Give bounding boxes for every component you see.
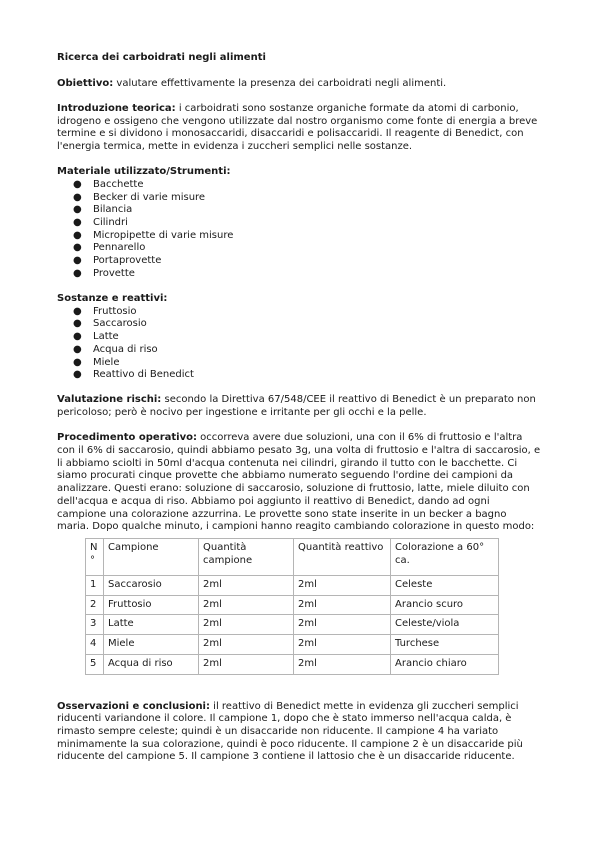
conclusions-label: Osservazioni e conclusioni:	[57, 700, 210, 712]
intro-label: Introduzione teorica:	[57, 102, 176, 114]
table-cell: 2ml	[199, 635, 294, 655]
table-cell: Acqua di riso	[104, 654, 199, 674]
bullet-icon: ●	[73, 331, 82, 343]
table-cell: 2ml	[199, 595, 294, 615]
table-header-cell: Colorazione a 60° ca.	[391, 539, 499, 576]
table-cell: 2ml	[199, 654, 294, 674]
table-row	[86, 635, 499, 655]
table-cell: 4	[86, 635, 104, 655]
intro-paragraph	[57, 103, 541, 154]
table-cell: 2	[86, 595, 104, 615]
table-header-cell: Campione	[104, 539, 199, 576]
bullet-icon: ●	[73, 255, 82, 267]
table-header-cell: N °	[86, 539, 104, 576]
table-cell: Celeste	[391, 576, 499, 596]
table-cell: Miele	[104, 635, 199, 655]
bullet-icon: ●	[73, 229, 82, 241]
document-title: Ricerca dei carboidrati negli alimenti	[57, 52, 266, 63]
objective-paragraph	[57, 78, 541, 91]
bullet-icon: ●	[73, 178, 82, 190]
list-item: ● Latte	[73, 331, 119, 343]
table-cell: 2ml	[199, 615, 294, 635]
table-cell: 2ml	[294, 635, 391, 655]
table-cell: 2ml	[199, 576, 294, 596]
bullet-icon: ●	[73, 356, 82, 368]
table-cell: 2ml	[294, 595, 391, 615]
list-item: ● Provette	[73, 267, 135, 279]
results-table	[85, 538, 499, 675]
bullet-icon: ●	[73, 369, 82, 381]
list-item: ● Fruttosio	[73, 305, 137, 317]
table-cell: 3	[86, 615, 104, 635]
table-cell: Celeste/viola	[391, 615, 499, 635]
table-header-cell: Quantità reattivo	[294, 539, 391, 576]
list-item: ● Pennarello	[73, 242, 146, 254]
bullet-icon: ●	[73, 217, 82, 229]
table-row	[86, 654, 499, 674]
substances-heading: Sostanze e reattivi:	[57, 293, 168, 305]
table-cell: Saccarosio	[104, 576, 199, 596]
list-item: ● Cilindri	[73, 217, 128, 229]
list-item: ● Portaprovette	[73, 255, 162, 267]
table-cell: Arancio scuro	[391, 595, 499, 615]
table-cell: 2ml	[294, 576, 391, 596]
list-item: ● Bacchette	[73, 178, 144, 190]
table-header-row	[86, 539, 499, 576]
table-cell: 1	[86, 576, 104, 596]
list-item: ● Acqua di riso	[73, 343, 158, 355]
table-cell: 5	[86, 654, 104, 674]
intro-text: i carboidrati sono sostanze organiche formate da atomi di carbonio, idrogeno e ossigeno che vengono utilizzate dal nostro organismo come fonte di energia a breve termine e si dividono i monosaccaridi, disaccaridi e polisaccaridi. Il reagente di Benedict, con l'energia termica, mette in evidenza i zuccheri semplici nelle sostanze.	[57, 102, 538, 153]
procedure-paragraph	[57, 432, 541, 534]
list-item: ● Micropipette di varie misure	[73, 229, 234, 241]
document-page	[57, 52, 541, 777]
risk-label: Valutazione rischi:	[57, 394, 162, 406]
bullet-icon: ●	[73, 318, 82, 330]
table-row	[86, 576, 499, 596]
table-cell: Latte	[104, 615, 199, 635]
conclusions-text: il reattivo di Benedict mette in evidenza gli zuccheri semplici riducenti variandone il colore. Il campione 1, dopo che è stato immerso nell'acqua calda, è rimasto sempre celeste; quindi è un disaccaride non riducente. Il campione 4 ha variato minimamente la sua colorazione, quindi è poco riducente. Il campione 2 è un disaccaride più riducente del campione 5. Il campione 3 contiene il lattosio che è un disaccaride riducente.	[57, 700, 523, 763]
bullet-icon: ●	[73, 305, 82, 317]
table-cell: Fruttosio	[104, 595, 199, 615]
bullet-icon: ●	[73, 242, 82, 254]
bullet-icon: ●	[73, 267, 82, 279]
procedure-text: occorreva avere due soluzioni, una con il 6% di fruttosio e l'altra con il 6% di saccarosio, quindi abbiamo pesato 3g, una volta di fruttosio e l'altra di saccarosio, e li abbiamo sciolti in 50ml d'acqua contenuta nei cilindri, girando il tutto con le bacchette. Ci siamo procurati cinque provette che abbiamo numerato seguendo l'ordine dei campioni da analizzare. Questi erano: soluzione di saccarosio, soluzione di fruttosio, latte, miele diluito con dell'acqua e acqua di riso. Abbiamo poi aggiunto il reattivo di Benedict, dando ad ogni campione una colorazione azzurrina. Le provette sono state inserite in un becker a bagno maria. Dopo qualche minuto, i campioni hanno reagito cambiando colorazione in questo modo:	[57, 432, 541, 533]
list-item: ● Bilancia	[73, 204, 133, 216]
table-row	[86, 615, 499, 635]
bullet-icon: ●	[73, 191, 82, 203]
list-item: ● Reattivo di Benedict	[73, 369, 194, 381]
list-item: ● Miele	[73, 356, 120, 368]
table-cell: Arancio chiaro	[391, 654, 499, 674]
substances-list	[57, 306, 541, 382]
table-cell: 2ml	[294, 615, 391, 635]
objective-label: Obiettivo:	[57, 77, 114, 89]
list-item: ● Saccarosio	[73, 318, 147, 330]
table-cell: Turchese	[391, 635, 499, 655]
bullet-icon: ●	[73, 343, 82, 355]
table-cell: 2ml	[294, 654, 391, 674]
procedure-label: Procedimento operativo:	[57, 432, 197, 444]
conclusions-paragraph	[57, 701, 541, 765]
objective-text: valutare effettivamente la presenza dei carboidrati negli alimenti.	[113, 77, 447, 89]
materials-heading: Materiale utilizzato/Strumenti:	[57, 166, 231, 178]
risk-text: secondo la Direttiva 67/548/CEE il reattivo di Benedict è un preparato non pericoloso; però è nocivo per ingestione e irritante per gli occhi e la pelle.	[57, 394, 536, 419]
bullet-icon: ●	[73, 204, 82, 216]
table-header-cell: Quantità campione	[199, 539, 294, 576]
materials-list	[57, 179, 541, 281]
table-row	[86, 595, 499, 615]
list-item: ● Becker di varie misure	[73, 191, 206, 203]
risk-paragraph	[57, 394, 541, 419]
